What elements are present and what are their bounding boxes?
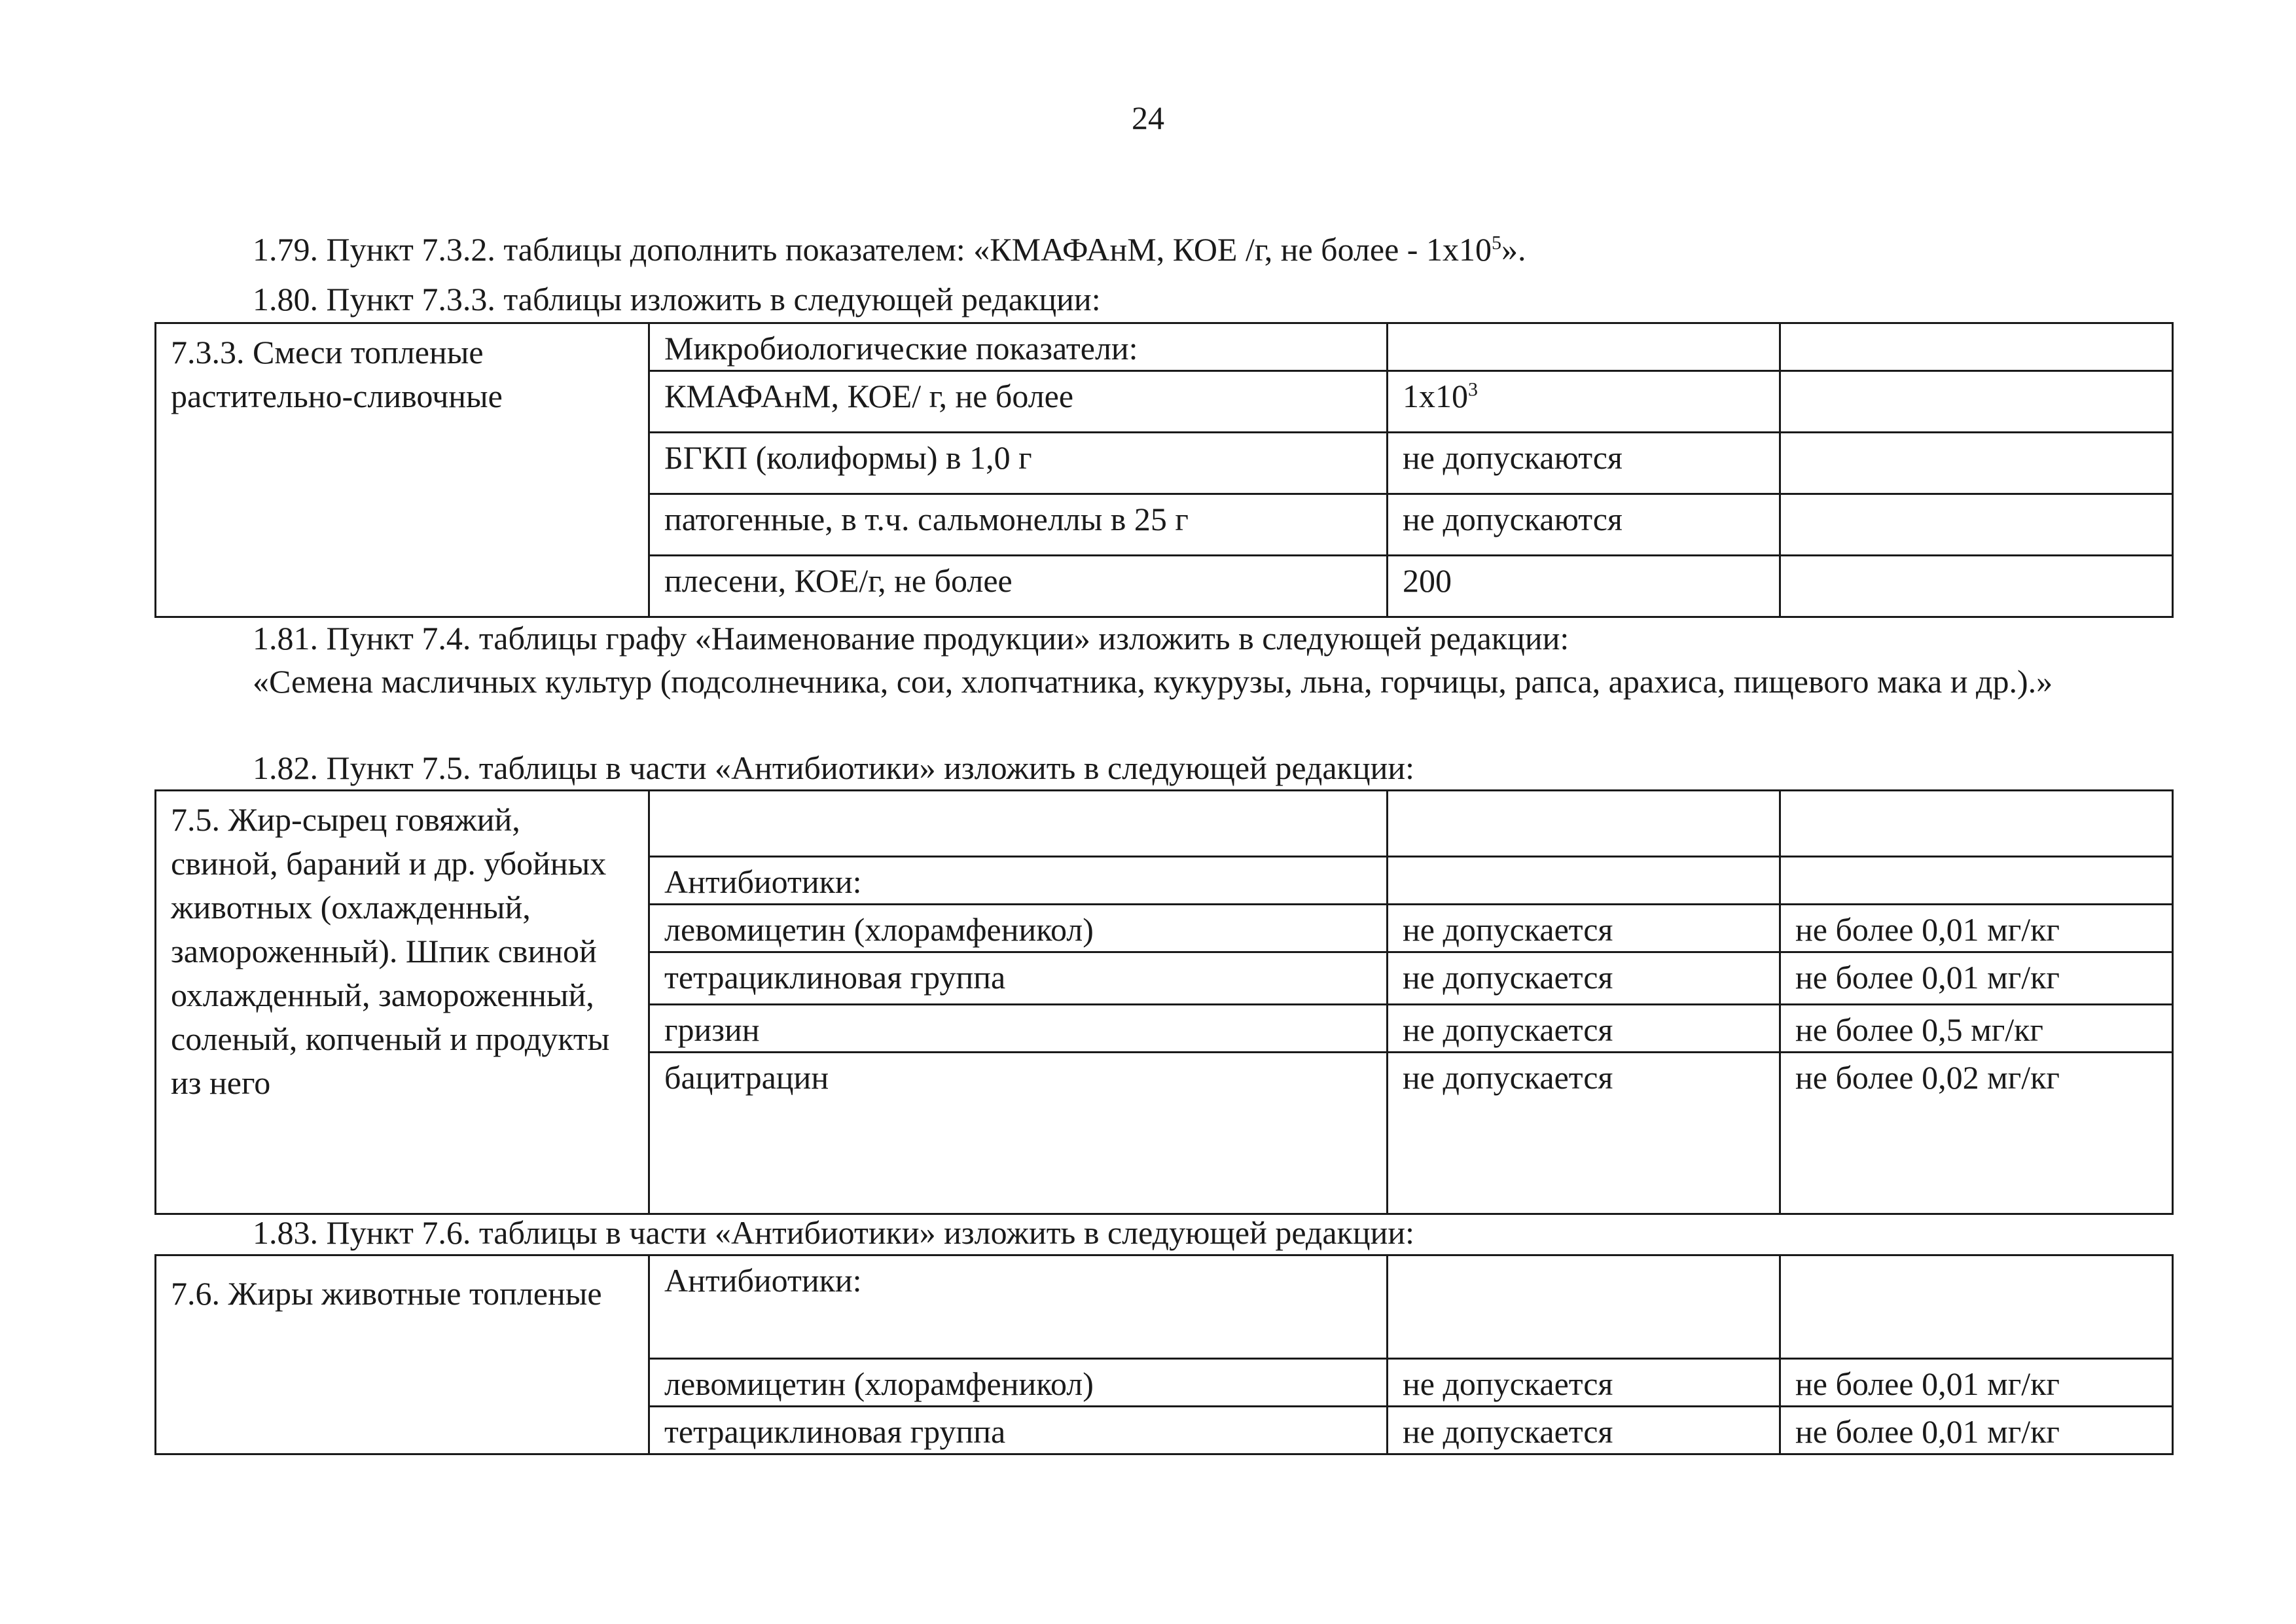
indicator-cell: плесени, КОЕ/г, не более <box>649 556 1388 617</box>
table-row <box>156 1255 2173 1359</box>
value-cell <box>1388 556 1780 617</box>
value-cell: не допускается <box>1388 905 1780 952</box>
limit-cell: не более 0,01 мг/кг <box>1780 905 2173 952</box>
table-7-6 <box>154 1254 2174 1455</box>
value-cell: не допускается <box>1388 1053 1780 1214</box>
value-cell <box>1388 1255 1780 1359</box>
exponent: 3 <box>1468 378 1478 401</box>
extra-cell <box>1780 433 2173 494</box>
value-text: 200 <box>1403 562 1452 599</box>
paragraph-1-79 <box>154 229 2142 270</box>
paragraph-1-80: 1.80. Пункт 7.3.3. таблицы изложить в следующей редакции: <box>253 281 1101 317</box>
table-7-3-3 <box>154 322 2174 618</box>
extra-cell <box>1780 556 2173 617</box>
paragraph-1-83: 1.83. Пункт 7.6. таблицы в части «Антибиотики» изложить в следующей редакции: <box>253 1214 1414 1251</box>
value-cell <box>1388 323 1780 371</box>
value-cell <box>1388 857 1780 905</box>
table-7-5 <box>154 789 2174 1215</box>
value-cell <box>1388 494 1780 556</box>
limit-cell: не более 0,01 мг/кг <box>1780 1407 2173 1454</box>
paragraph-1-82: 1.82. Пункт 7.5. таблицы в части «Антибиотики» изложить в следующей редакции: <box>253 749 1414 786</box>
indicator-cell: БГКП (колиформы) в 1,0 г <box>649 433 1388 494</box>
indicator-cell: бацитрацин <box>649 1053 1388 1214</box>
limit-cell: не более 0,02 мг/кг <box>1780 1053 2173 1214</box>
indicator-cell: КМАФАнМ, КОЕ/ г, не более <box>649 371 1388 433</box>
indicator-cell: Антибиотики: <box>649 1255 1388 1359</box>
value-text: не допускаются <box>1403 501 1623 537</box>
exponent: 5 <box>1491 232 1501 254</box>
value-cell <box>1388 371 1780 433</box>
extra-cell <box>1780 494 2173 556</box>
extra-cell <box>1780 323 2173 371</box>
paragraph-1-81-quote: «Семена масличных культур (подсолнечника, сои, хлопчатника, кукурузы, льна, горчицы, рапса, арахиса, пищевого мака и др.).» <box>253 663 2053 700</box>
paragraph-1-79-end: ». <box>1501 231 1526 268</box>
page-number: 24 <box>1132 99 1164 136</box>
value-text: не допускаются <box>1403 439 1623 476</box>
table-row <box>156 323 2173 371</box>
value-cell <box>1388 791 1780 857</box>
table-row <box>156 791 2173 857</box>
value-cell: не допускается <box>1388 1005 1780 1053</box>
indicator-cell: гризин <box>649 1005 1388 1053</box>
indicator-cell: левомицетин (хлорамфеникол) <box>649 905 1388 952</box>
limit-cell: не более 0,01 мг/кг <box>1780 1359 2173 1407</box>
value-text: 1х10 <box>1403 378 1468 414</box>
indicator-cell: тетрациклиновая группа <box>649 1407 1388 1454</box>
value-cell <box>1388 433 1780 494</box>
limit-cell <box>1780 1255 2173 1359</box>
value-cell: не допускается <box>1388 1359 1780 1407</box>
product-name-cell: 7.3.3. Смеси топленые растительно-сливочные <box>156 323 649 617</box>
limit-cell <box>1780 791 2173 857</box>
value-cell: не допускается <box>1388 952 1780 1005</box>
limit-cell: не более 0,01 мг/кг <box>1780 952 2173 1005</box>
limit-cell: не более 0,5 мг/кг <box>1780 1005 2173 1053</box>
extra-cell <box>1780 371 2173 433</box>
value-cell: не допускается <box>1388 1407 1780 1454</box>
indicator-cell: тетрациклиновая группа <box>649 952 1388 1005</box>
paragraph-1-81: 1.81. Пункт 7.4. таблицы графу «Наименование продукции» изложить в следующей редакции: <box>253 620 1570 657</box>
limit-cell <box>1780 857 2173 905</box>
indicator-cell: Микробиологические показатели: <box>649 323 1388 371</box>
product-name-cell: 7.5. Жир-сырец говяжий, свиной, бараний и др. убойных животных (охлажденный, замороженный). Шпик свиной охлажденный, замороженный, соленый, копченый и продукты из него <box>156 791 649 1214</box>
product-name-cell: 7.6. Жиры животные топленые <box>156 1255 649 1454</box>
indicator-cell <box>649 791 1388 857</box>
paragraph-1-79-text: 1.79. Пункт 7.3.2. таблицы дополнить показателем: «КМАФАнМ, КОЕ /г, не более - 1х10 <box>253 231 1492 268</box>
indicator-cell: Антибиотики: <box>649 857 1388 905</box>
indicator-cell: левомицетин (хлорамфеникол) <box>649 1359 1388 1407</box>
indicator-cell: патогенные, в т.ч. сальмонеллы в 25 г <box>649 494 1388 556</box>
